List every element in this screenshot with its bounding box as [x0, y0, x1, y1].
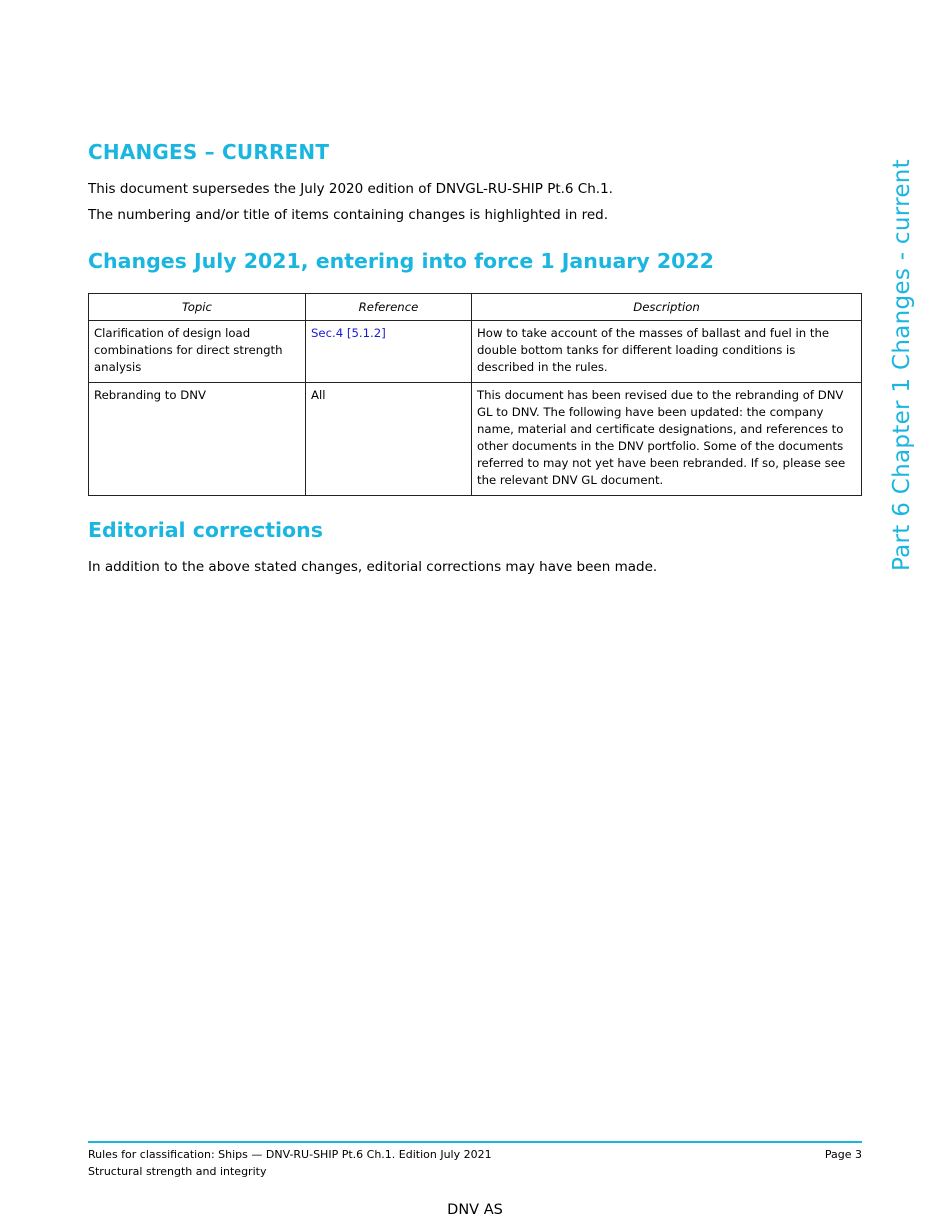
changes-july-heading: Changes July 2021, entering into force 1 January 2022 [88, 249, 714, 273]
column-header-description: Description [472, 294, 862, 321]
intro-line-highlighting: The numbering and/or title of items containing changes is highlighted in red. [88, 207, 609, 223]
table-cell-reference [306, 321, 472, 383]
footer-divider [88, 1141, 862, 1143]
column-header-topic: Topic [89, 294, 306, 321]
table-cell-reference: All [306, 383, 472, 496]
intro-line-supersedes: This document supersedes the July 2020 edition of DNVGL-RU-SHIP Pt.6 Ch.1. [88, 181, 613, 197]
reference-link[interactable]: Sec.4 [5.1.2] [311, 326, 386, 340]
table-row [89, 321, 862, 383]
page-number: Page 3 [824, 1148, 862, 1161]
page-title: CHANGES – CURRENT [88, 140, 330, 164]
table-row [89, 383, 862, 496]
changes-table [88, 293, 862, 496]
editorial-text: In addition to the above stated changes, editorial corrections may have been made. [88, 559, 658, 575]
table-cell-description: This document has been revised due to the rebranding of DNV GL to DNV. The following have been updated: the company name, material and certificate designations, and references to other documents in the DNV portfolio. Some of the documents referred to may not yet have been rebranded. If so, please see the relevant DNV GL document. [472, 383, 862, 496]
column-header-reference: Reference [306, 294, 472, 321]
table-header-row [89, 294, 862, 321]
table-cell-topic: Clarification of design load combinations for direct strength analysis [89, 321, 306, 383]
table-cell-topic: Rebranding to DNV [89, 383, 306, 496]
company-name: DNV AS [447, 1202, 503, 1218]
editorial-heading: Editorial corrections [88, 518, 323, 542]
sidebar-chapter-title: Part 6 Chapter 1 Changes - current [889, 158, 915, 572]
footer-rule-title: Rules for classification: Ships — DNV-RU-SHIP Pt.6 Ch.1. Edition July 2021 [88, 1148, 492, 1161]
footer-info [88, 1146, 492, 1180]
table-cell-description: How to take account of the masses of ballast and fuel in the double bottom tanks for different loading conditions is described in the rules. [472, 321, 862, 383]
footer-subtitle: Structural strength and integrity [88, 1165, 267, 1178]
